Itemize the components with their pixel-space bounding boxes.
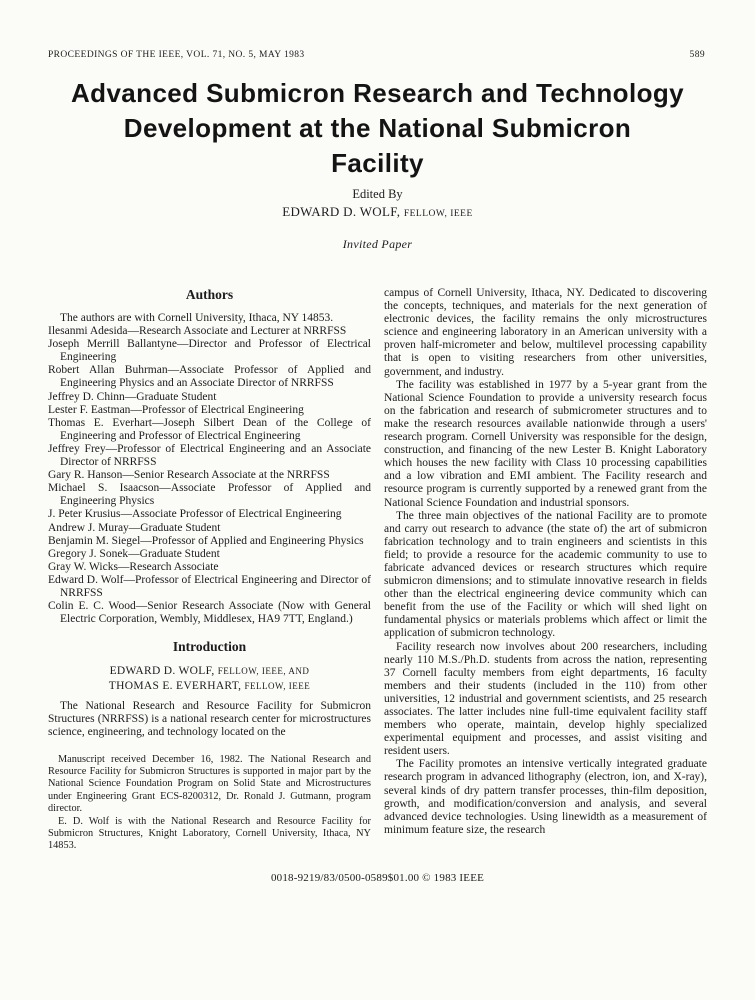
byline-line [48, 664, 371, 679]
byline-fellow-suffix: FELLOW, IEEE [244, 680, 311, 691]
two-column-body [48, 287, 707, 853]
author-entry: Ilesanmi Adesida—Research Associate and Lecturer at NRRFSS [48, 325, 347, 338]
author-entry: Colin E. C. Wood—Senior Research Associate (Now with General Electric Corporation, Wembly, Middlesex, HA9 7TT, England.) [48, 600, 371, 626]
footnote-block [48, 754, 371, 853]
authors-heading: Authors [185, 287, 234, 302]
editor-byline [0, 203, 755, 223]
footnote-paragraph: Manuscript received December 16, 1982. The National Research and Resource Facility for Submicron Structures is supported in major part by the National Science Foundation Program on Solid State and Microstructures under Engineering Grant ECS-8200312, Dr. Ronald J. Gutmann, program director. [48, 753, 371, 815]
author-entry: Robert Allan Buhrman—Associate Professor of Applied and Engineering Physics and an Associate Director of NRRFSS [48, 364, 371, 390]
author-entry: Andrew J. Muray—Graduate Student [48, 521, 221, 534]
author-entry: Benjamin M. Siegel—Professor of Applied and Engineering Physics [48, 534, 364, 547]
body-paragraph: The facility was established in 1977 by a 5-year grant from the National Science Foundation to provide a university research focus on the fabrication and research of submicrometer structures and to make the research resources available nationwide through a users' research program. Cornell University was responsible for the design, construction, and financing of the new Lester B. Knight Laboratory which houses the new facility with Class 10 processing capabilities and a low vibration and EMI ambient. The Facility research and resource program is currently supported by a renewed grant from the National Science Foundation and industrial sponsors. [384, 378, 707, 509]
introduction-paragraph: The National Research and Resource Facility for Submicron Structures (NRRFSS) is a national research center for microstructures science, engineering, and technology located on the [48, 700, 371, 739]
author-entry: Thomas E. Everhart—Joseph Silbert Dean of the College of Engineering and Professor of Electrical Engineering [48, 416, 371, 442]
author-entry: Jeffrey D. Chinn—Graduate Student [48, 390, 217, 403]
byline-name: EDWARD D. WOLF, [109, 665, 215, 678]
author-entry: Gray W. Wicks—Research Associate [48, 560, 219, 573]
author-entry: Jeffrey Frey—Professor of Electrical Engineering and an Associate Director of NRRFSS [48, 442, 371, 469]
authors-affiliation: The authors are with Cornell University, Ithaca, NY 14853. [60, 312, 334, 324]
author-entry: J. Peter Krusius—Associate Professor of Electrical Engineering [48, 508, 342, 521]
author-entry: Joseph Merrill Ballantyne—Director and Professor of Electrical Engineering [48, 338, 371, 364]
body-paragraph: The three main objectives of the national Facility are to promote and carry out research to advance (the state of) the art of submicron fabrication technology and to train engineers and scientists in this field; to provide a resource for the academic community to use to fabricate advanced devices or research structures which require submicron dimensions; and to stimulate innovative research in fields other than the electrical engineering device community which can benefit from the use of the Facility or which will shed light on fundamental physics or materials problems which affect or limit the application of submicron technology. [384, 509, 707, 640]
author-entry: Gary R. Hanson—Senior Research Associate at the NRRFSS [48, 469, 330, 482]
page-number: 589 [689, 50, 705, 60]
body-paragraph: Facility research now involves about 200 researchers, including nearly 110 M.S./Ph.D. students from across the nation, representing 37 Cornell faculty members from eight departments, 16 faculty members and their students (included in the 110) from other universities, 12 industrial and government scientists, and 25 research associates. The latter includes nine full-time equivalent facility staff members who operate, maintain, develop highly specialized experimental equipment and processes, and assist visiting and resident users. [384, 640, 707, 758]
right-column [384, 287, 707, 853]
byline-fellow-suffix: FELLOW, IEEE, AND [217, 666, 310, 677]
journal-citation: PROCEEDINGS OF THE IEEE, VOL. 71, NO. 5, MAY 1983 [48, 50, 305, 60]
introduction-byline [48, 664, 371, 693]
paper-title-line: Advanced Submicron Research and Technology [70, 78, 684, 108]
footnote-paragraph: E. D. Wolf is with the National Research and Resource Facility for Submicron Structures, Knight Laboratory, Cornell University, Ithaca, NY 14853. [48, 815, 371, 852]
body-paragraph: campus of Cornell University, Ithaca, NY. Dedicated to discovering the concepts, techniques, and materials for the next generation of electronic devices, the facility remains the only microstructures science and engineering laboratory in an American university with a proven half-micrometer and below, multilevel processing capability that is open to visiting researchers from other universities, government, and industry. [384, 287, 707, 378]
edited-by-block [0, 186, 755, 223]
byline-name: THOMAS E. EVERHART, [108, 679, 242, 692]
body-paragraph: The Facility promotes an intensive vertically integrated graduate research program in advanced lithography (electron, ion, and X-ray), several kinds of dry pattern transfer processes, thin-film deposition, growth, and modification/conversion and analysis, and several advanced device technologies. Using linewidth as a measurement of minimum feature size, the research [384, 758, 707, 836]
copyright-line: 0018-9219/83/0500-0589$01.00 © 1983 IEEE [270, 872, 485, 884]
edited-by-label: Edited By [352, 187, 403, 201]
running-header [48, 50, 705, 60]
author-entry: Michael S. Isaacson—Associate Professor of Applied and Engineering Physics [48, 482, 371, 508]
author-list [48, 325, 371, 626]
author-entry: Gregory J. Sonek—Graduate Student [48, 547, 220, 560]
paper-type-label: Invited Paper [342, 237, 413, 251]
editor-name: EDWARD D. WOLF, [282, 204, 401, 219]
editor-fellow-suffix: FELLOW, IEEE [403, 209, 473, 219]
byline-line [48, 679, 371, 694]
author-entry: Lester F. Eastman—Professor of Electrical Engineering [48, 403, 304, 416]
left-column [48, 287, 371, 853]
paper-title-line: Facility [331, 148, 424, 178]
author-entry: Edward D. Wolf—Professor of Electrical Engineering and Director of NRRFSS [48, 573, 371, 599]
paper-title-line: Development at the National Submicron [123, 113, 632, 143]
paper-title [0, 76, 755, 181]
introduction-heading: Introduction [172, 639, 247, 655]
